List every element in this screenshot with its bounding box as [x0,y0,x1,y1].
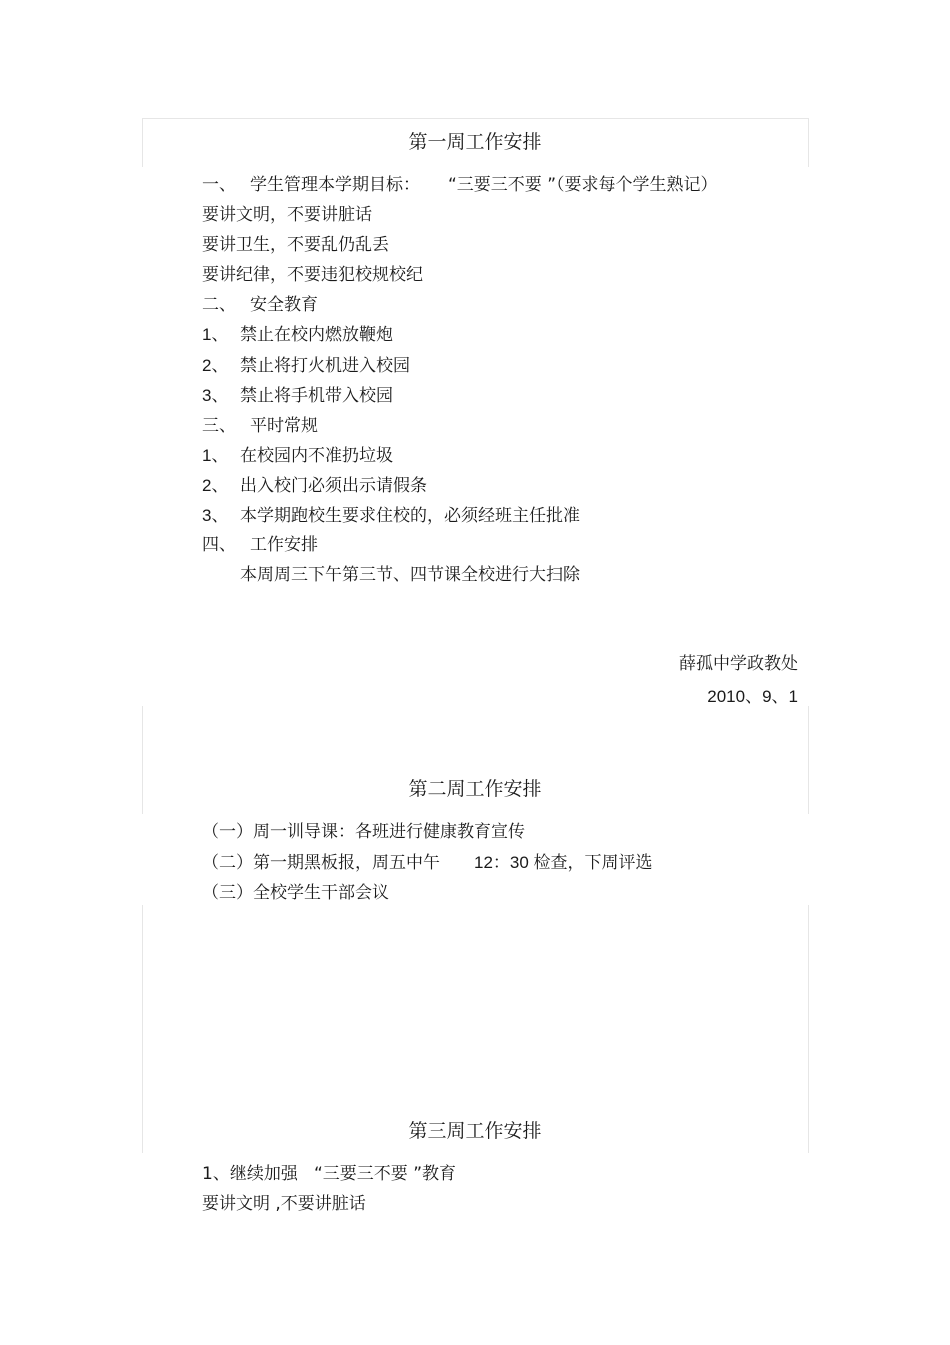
section1-quote: “三要三不要 ”（要求每个学生熟记） [448,175,718,195]
week3-rule-1: 要讲文明 ,不要讲脏话 [202,1194,366,1214]
s2-item-1-text: 禁止在校内燃放鞭炮 [240,325,393,345]
week1-title: 第一周工作安排 [408,131,542,153]
rule-1: 要讲文明，不要讲脏话 [202,205,372,225]
rule-2: 要讲卫生，不要乱仍乱丢 [202,235,389,255]
week3-item-1b: “三要三不要 ”教育 [314,1164,457,1184]
s2-item-3-text: 禁止将手机带入校园 [240,386,393,406]
section2-text: 安全教育 [250,295,318,315]
section3-head: 三、 [202,416,236,436]
s2-item-2-num: 2、 [202,356,229,375]
week2-title: 第二周工作安排 [408,778,542,800]
s3-item-3-text: 本学期跑校生要求住校的，必须经班主任批准 [240,506,580,526]
week2-item-3: （三）全校学生干部会议 [202,883,389,903]
week2-item-2b: 12：30 检查，下周评选 [474,853,653,872]
s3-item-2-text: 出入校门必须出示请假条 [240,476,427,496]
section2-head: 二、 [202,295,236,315]
week2-item-2a: （二）第一期黑板报，周五中午 [202,853,440,873]
page-frame-3 [142,905,809,1153]
s3-item-2-num: 2、 [202,476,229,495]
section4-text: 工作安排 [250,535,318,555]
section4-head: 四、 [202,535,236,555]
s2-item-1-num: 1、 [202,325,229,344]
s3-item-1-text: 在校园内不准扔垃圾 [240,446,393,466]
s2-item-2-text: 禁止将打火机进入校园 [240,356,410,376]
date: 2010、9、1 [707,687,798,706]
section1-head: 一、 [202,175,236,195]
section4-body: 本周周三下午第三节、四节课全校进行大扫除 [240,565,580,585]
week3-title: 第三周工作安排 [408,1120,542,1142]
week3-item-1a: 1、继续加强 [202,1164,298,1184]
rule-3: 要讲纪律，不要违犯校规校纪 [202,265,423,285]
section1-text: 学生管理本学期目标： [250,175,420,195]
s3-item-3-num: 3、 [202,506,229,525]
signature: 薛孤中学政教处 [679,654,798,674]
section3-text: 平时常规 [250,416,318,436]
s3-item-1-num: 1、 [202,446,229,465]
week2-item-1: （一）周一训导课：各班进行健康教育宣传 [202,822,525,842]
s2-item-3-num: 3、 [202,386,229,405]
